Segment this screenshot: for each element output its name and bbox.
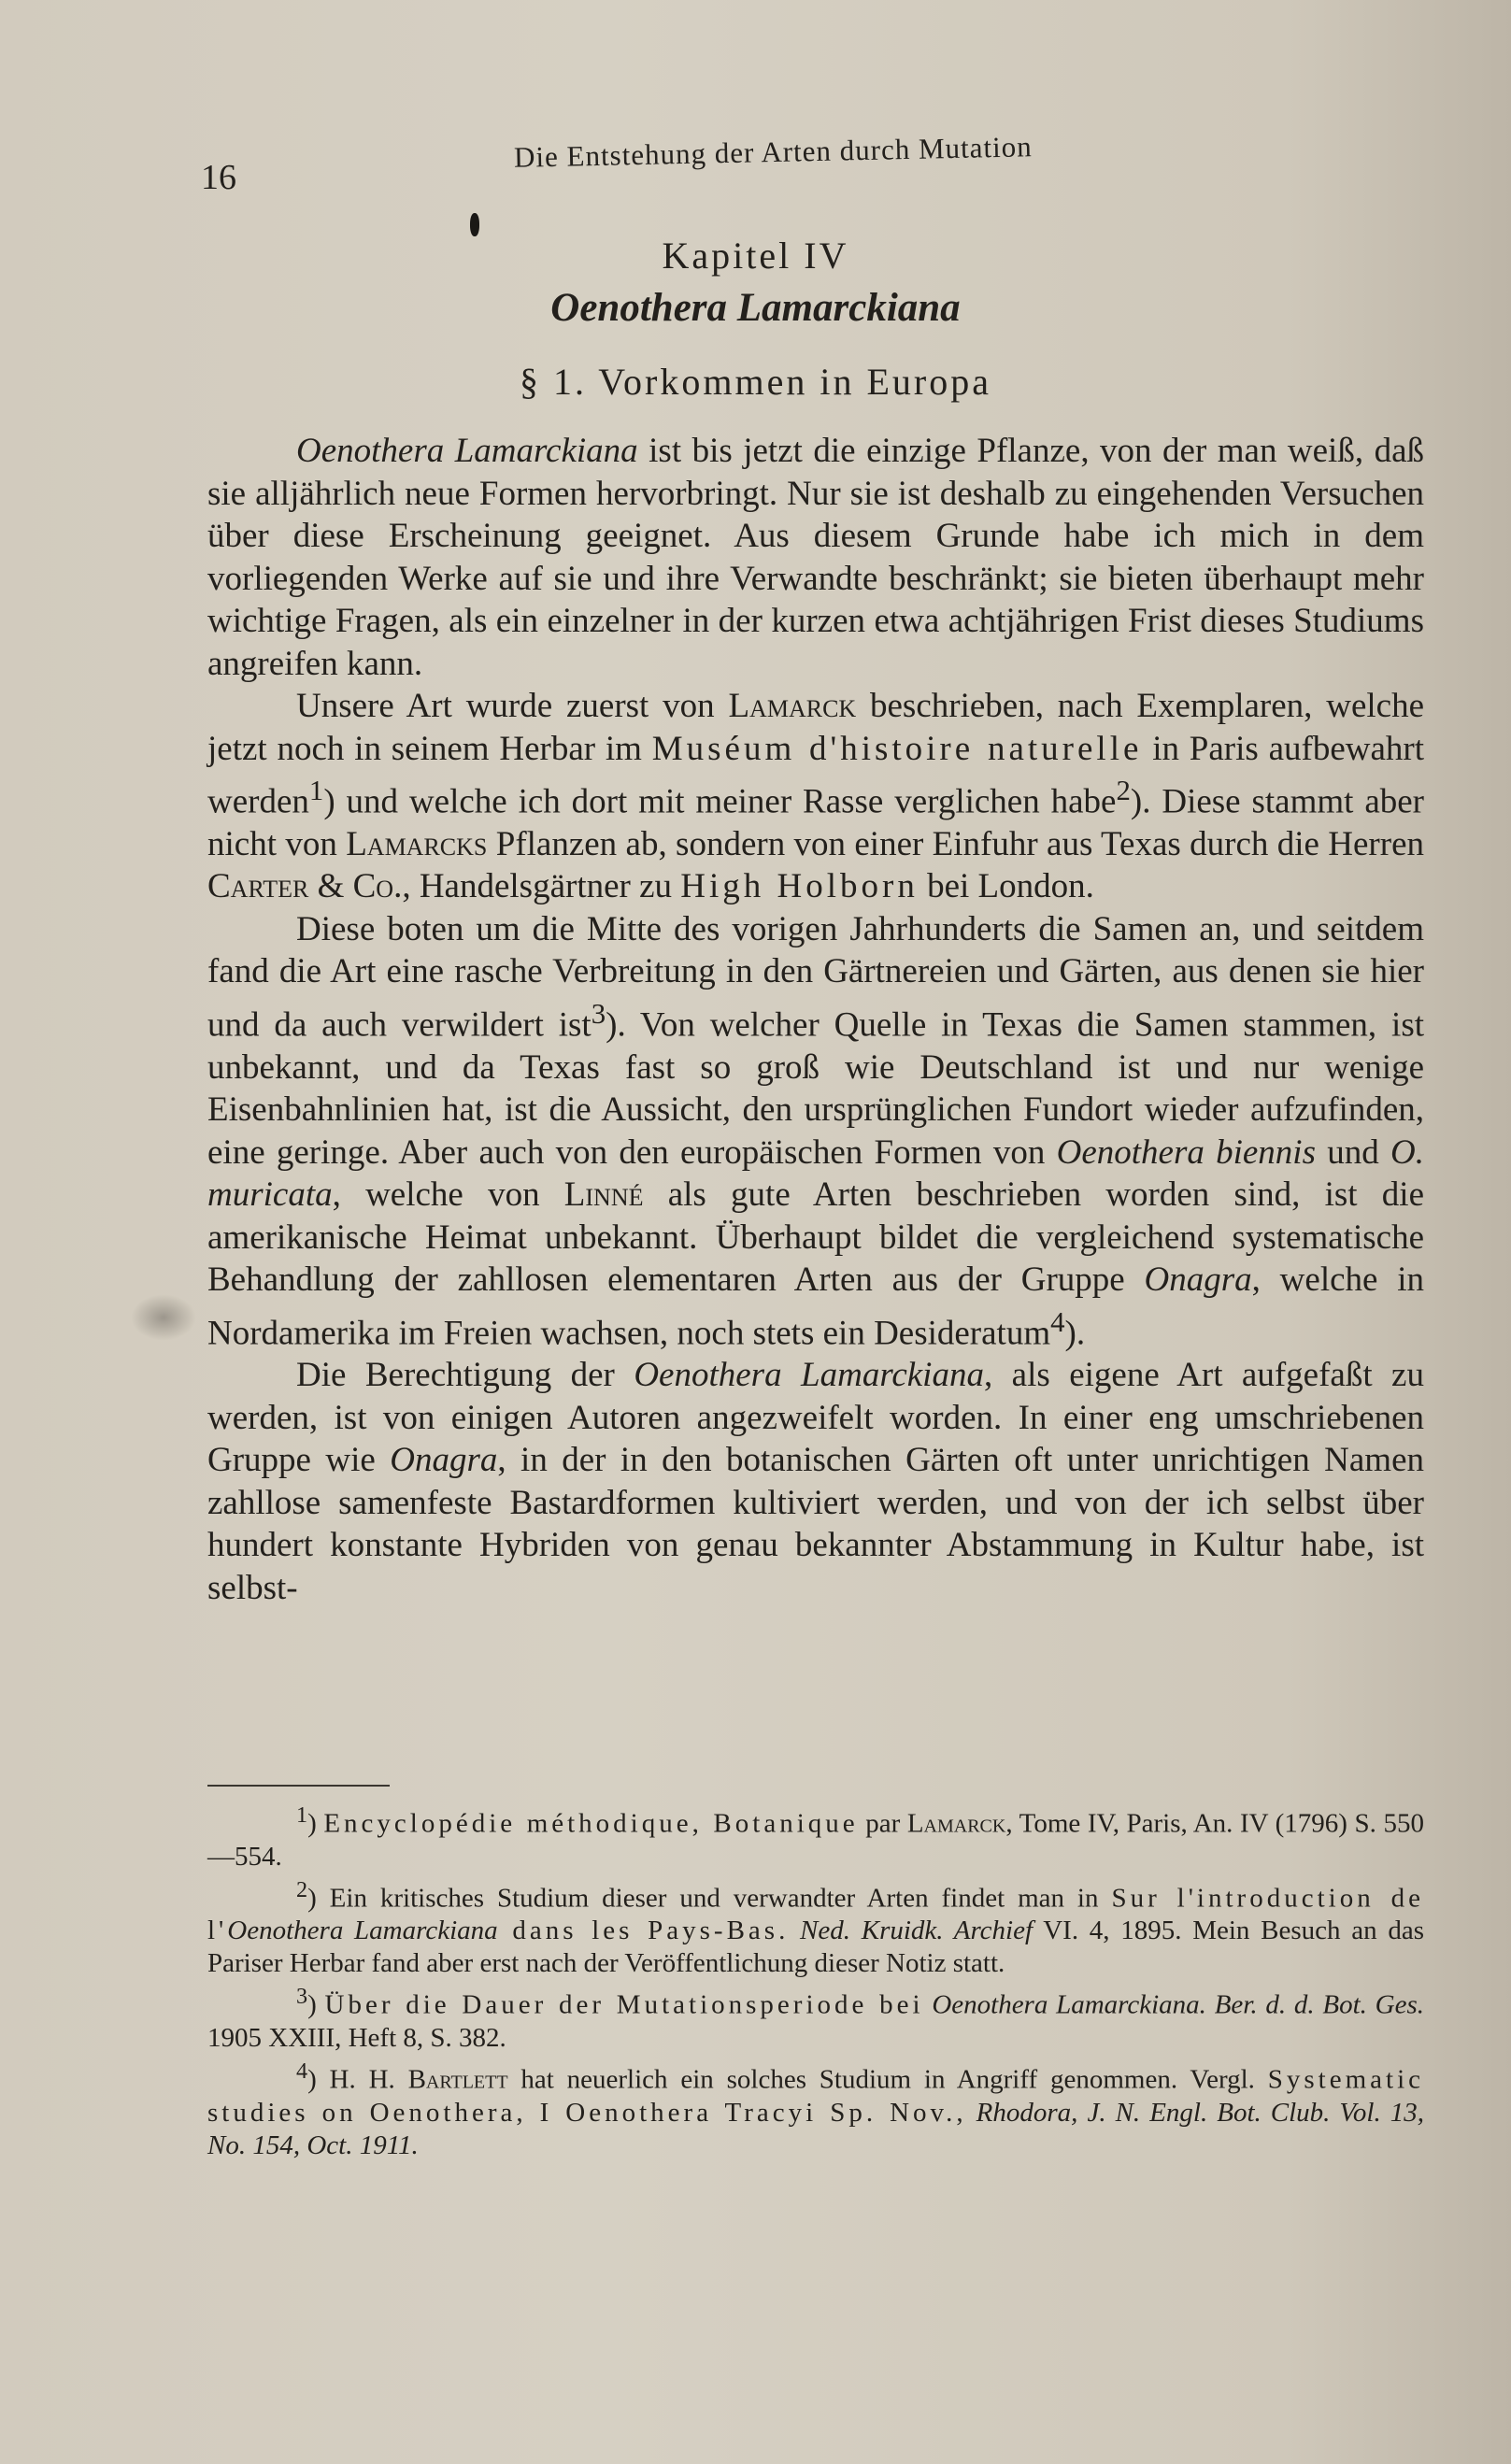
group-name: Onagra [1144, 1260, 1252, 1300]
text-run: ). [1064, 1313, 1086, 1352]
text-run: ) Ein kritisches Studium dieser und verwandter Arten findet man in [307, 1883, 1112, 1914]
paper-smudge [131, 1294, 196, 1341]
text-run: in Paris aufbewahrt werden [207, 729, 1424, 821]
footnote-number: 3 [296, 1984, 308, 2010]
company-name: Carter & Co. [207, 867, 403, 906]
author-name: Bartlett [407, 2064, 508, 2095]
footnote-number: 2 [296, 1876, 308, 1902]
text-run: hat neuerlich ein solches Studium in Angriff genommen. Vergl. [507, 2064, 1268, 2095]
text-run: ). Von welcher Quelle in Texas die Samen stammen, ist unbekannt, und da Texas fast so groß wie Deutschland ist und nur wenige Eisenbahnlinien hat, ist die Aussicht, den ursprünglichen Fundort wieder aufzufinden, eine geringe. Aber auch von den europäischen Formen von [207, 1005, 1424, 1172]
footnote-4 [207, 2055, 1424, 2162]
running-title: Die Entstehung der Arten durch Mutation [513, 130, 1033, 174]
footnote-divider [207, 1785, 390, 1787]
spaced-text: dans les Pays-Bas. [497, 1916, 790, 1946]
footnote-ref-3[interactable]: 3 [591, 997, 606, 1030]
spaced-text: Encyclopédie méthodique, Botanique [323, 1808, 859, 1839]
footnotes [207, 1799, 1424, 2162]
text-run: Diese boten um die Mitte des vorigen Jahrhunderts die Samen an, und seitdem fand die Art eine rasche Verbreitung in den Gärtnereien und Gärten, aus denen sie hier und da auch verwildert ist [207, 909, 1424, 1045]
author-name: Lamarck [728, 687, 857, 725]
section-heading: § 1. Vorkommen in Europa [520, 361, 991, 403]
footnote-3 [207, 1980, 1424, 2055]
spaced-text: Über die Dauer der Mutationsperiode bei [324, 1989, 924, 2020]
journal-name: Ned. Kruidk. Archief [789, 1916, 1033, 1946]
spaced-text: Systematic studies on Oenothera, I Oenothera Tracyi Sp. Nov., [207, 2064, 1424, 2128]
spaced-text: Sur l'introduction de l' [207, 1883, 1424, 1946]
text-run: ). Diese stammt aber nicht von [207, 782, 1424, 863]
text-run: Die Berechtigung der [296, 1356, 634, 1395]
footnote-1 [207, 1799, 1424, 1873]
paragraph-3 [207, 908, 1424, 1355]
page-number: 16 [201, 158, 236, 197]
chapter-number: Kapitel IV [662, 235, 849, 277]
footnote-number: 1 [296, 1802, 308, 1828]
text-run: ) H. H. [307, 2064, 408, 2095]
text-run: par [858, 1808, 907, 1839]
text-run: , in der in den botanischen Gärten oft unter unrichtigen Namen zahllose samenfeste Bastardformen kultiviert werden, und von der ich selbst über hundert konstante Hybriden von genau bekannter Abstammung in Kultur habe, ist selbst- [207, 1441, 1425, 1607]
footnote-ref-1[interactable]: 1 [308, 775, 324, 806]
text-run: ) [307, 1808, 324, 1839]
running-header [201, 130, 1434, 197]
text-run: , als eigene Art aufgefaßt zu werden, ist von einigen Autoren angezweifelt worden. In einer eng umschriebenen Gruppe wie [207, 1356, 1424, 1480]
footnote-ref-2[interactable]: 2 [1116, 775, 1131, 806]
text-run: , welche von [332, 1175, 564, 1215]
paragraph-2 [207, 685, 1424, 908]
paragraph-4 [207, 1354, 1424, 1609]
author-name: Lamarcks [346, 824, 488, 863]
spaced-text: Muséum d'histoire naturelle [651, 729, 1143, 768]
text-run: ) und welche ich dort mit meiner Rasse verglichen habe [323, 782, 1117, 821]
species-name: O. muricata [207, 1132, 1424, 1215]
journal-name: Oenothera Lamarckiana. Ber. d. d. Bot. Ges. [923, 1989, 1424, 2020]
species-name: Oenothera Lamarckiana [227, 1916, 498, 1946]
text-run: Unsere Art wurde zuerst von [296, 687, 729, 725]
text-run: als gute Arten beschrieben worden sind, ist die amerikanische Heimat unbekannt. Überhaupt bildet die vergleichend systematische Behandlung der zahllosen elementaren Arten aus der Gruppe [207, 1175, 1424, 1300]
author-name: Lamarck [906, 1808, 1006, 1839]
text-run: ist bis jetzt die einzige Pflanze, von der man weiß, daß sie alljährlich neue Formen hervorbringt. Nur sie ist deshalb zu eingehenden Versuchen über diese Erscheinung geeignet. Aus diesem Grunde habe ich mich in dem vorliegenden Werke auf sie und ihre Verwandte beschränkt; sie bieten überhaupt mehr wichtige Fragen, als ein einzelner in der kurzen etwa achtjährigen Frist dieses Studiums angreifen kann. [207, 432, 1424, 683]
paragraph-1 [207, 430, 1424, 685]
text-run: ) [307, 1989, 325, 2020]
text-run: 1905 XXIII, Heft 8, S. 382. [207, 2022, 506, 2053]
footnote-2 [207, 1873, 1424, 1981]
footnote-ref-4[interactable]: 4 [1050, 1305, 1065, 1338]
group-name: Onagra [390, 1441, 498, 1480]
text-run: , Tome IV, Paris, An. IV (1796) S. 550—554. [207, 1808, 1424, 1872]
species-name: Oenothera biennis [1056, 1132, 1316, 1172]
text-run: , welche in Nordamerika im Freien wachsen, noch stets ein Desideratum [207, 1260, 1424, 1352]
text-run: VI. 4, 1895. Mein Besuch an das Pariser Herbar fand aber erst nach der Veröffentlichung dieser Notiz statt. [207, 1916, 1424, 1979]
text-run: , Handelsgärtner zu [402, 867, 681, 906]
footnote-number: 4 [296, 2058, 308, 2084]
text-run: und [1316, 1132, 1391, 1172]
text-run: Pflanzen ab, sondern von einer Einfuhr aus Texas durch die Herren [487, 824, 1424, 863]
species-name: Oenothera Lamarckiana [634, 1356, 984, 1395]
species-name: Oenothera Lamarckiana [296, 432, 638, 470]
author-name: Linné [563, 1175, 644, 1215]
body-text [207, 430, 1424, 1609]
chapter-title: Oenothera Lamarckiana [550, 286, 961, 330]
text-run: bei London. [918, 867, 1094, 906]
text-run: beschrieben, nach Exemplaren, welche jetzt noch in seinem Herbar im [207, 687, 1424, 768]
journal-name: Rhodora, J. N. Engl. Bot. Club. Vol. 13, No. 154, Oct. 1911. [207, 2097, 1424, 2160]
spaced-text: High Holborn [680, 867, 919, 906]
